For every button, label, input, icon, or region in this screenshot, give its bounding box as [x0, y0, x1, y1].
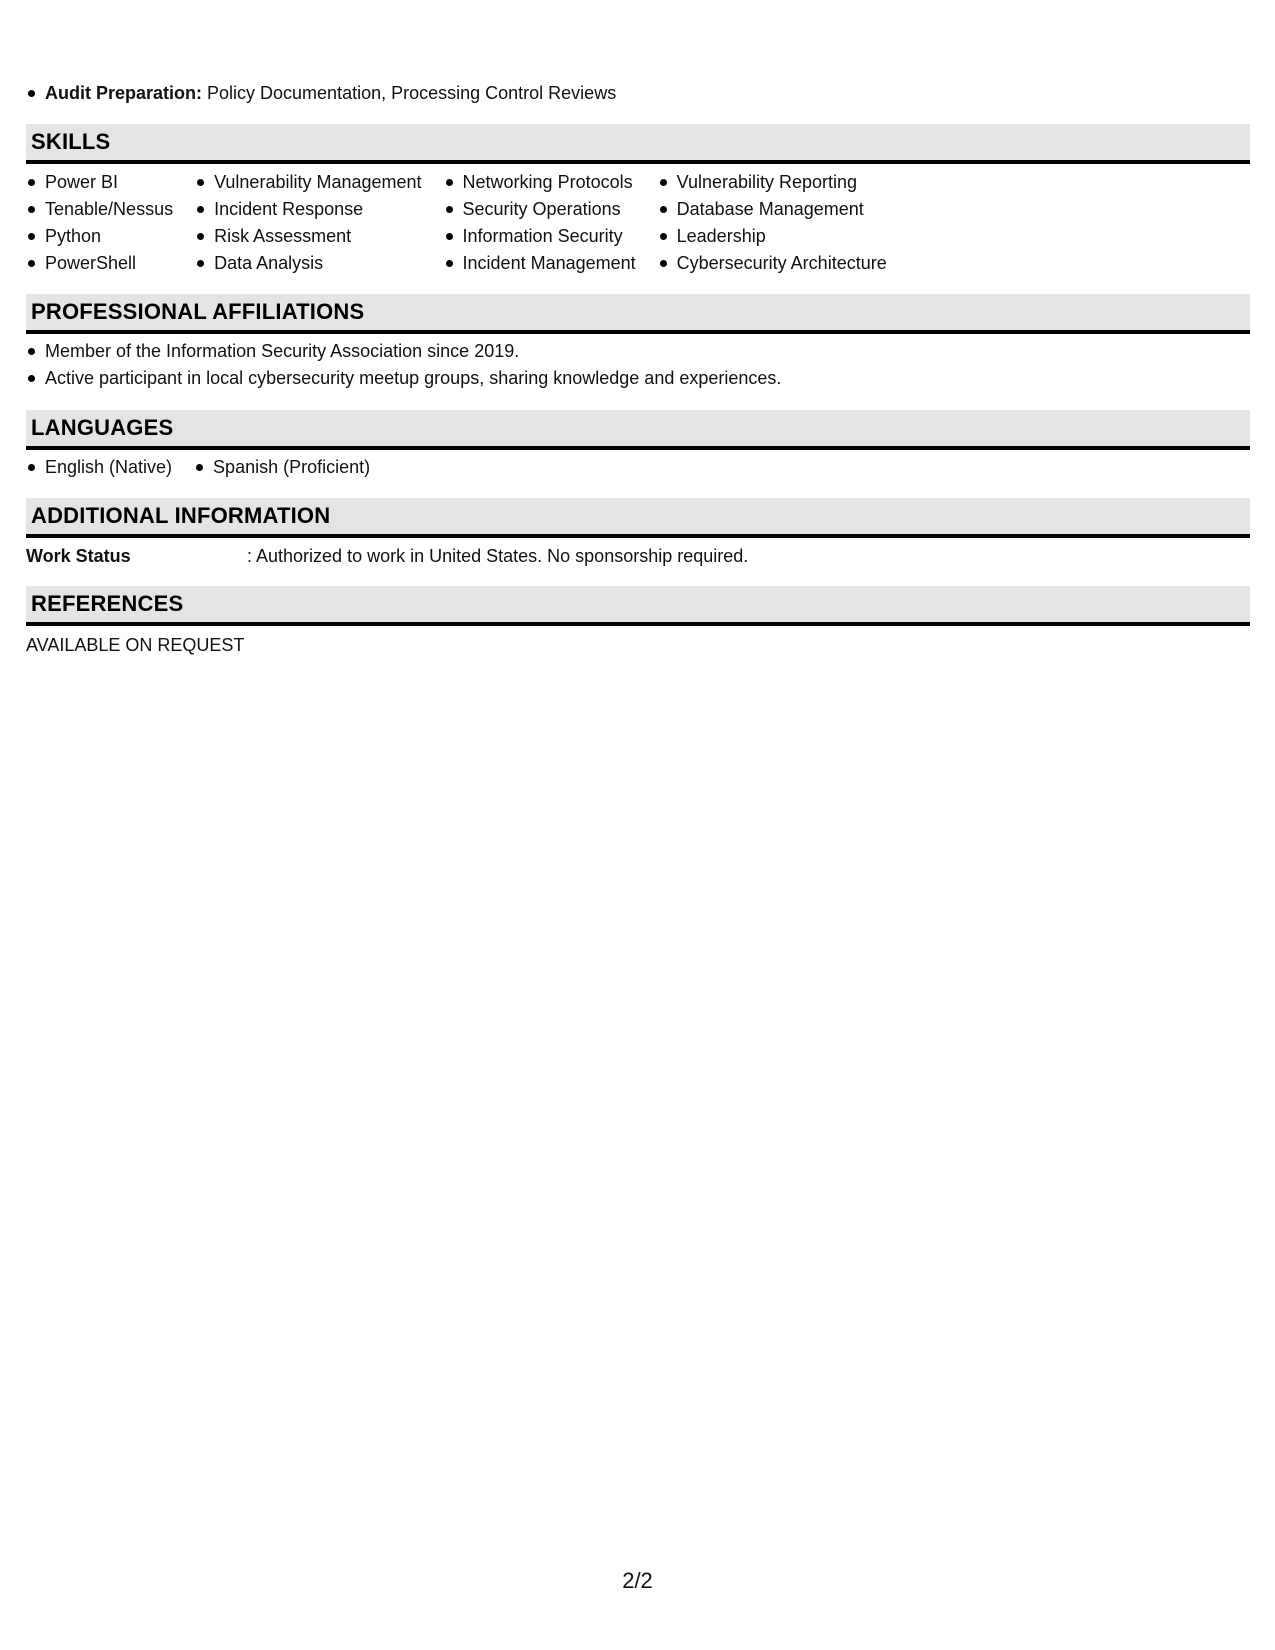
- bullet-icon: [446, 233, 453, 240]
- affiliations-section-header: [26, 294, 1250, 334]
- skill-label: Networking Protocols: [462, 172, 633, 192]
- skill-item: [444, 223, 636, 250]
- additional-info-title: ADDITIONAL INFORMATION: [31, 503, 331, 528]
- skill-item: [658, 223, 887, 250]
- bullet-icon: [28, 260, 35, 267]
- bullet-icon: [28, 206, 35, 213]
- skill-label: Database Management: [676, 199, 864, 219]
- bullet-icon: [197, 233, 204, 240]
- languages-title: LANGUAGES: [31, 415, 174, 440]
- skills-title: SKILLS: [31, 129, 111, 154]
- skill-label: Risk Assessment: [214, 226, 352, 246]
- references-title: REFERENCES: [31, 591, 184, 616]
- bullet-icon: [197, 260, 204, 267]
- skill-label: Python: [45, 226, 102, 246]
- skill-item: [26, 169, 173, 196]
- language-item: [194, 454, 370, 481]
- audit-preparation-text: Policy Documentation, Processing Control Reviews: [202, 83, 617, 103]
- bullet-icon: [660, 233, 667, 240]
- language-text: English (Native): [45, 457, 173, 477]
- bullet-icon: [446, 260, 453, 267]
- skill-item: [658, 250, 887, 277]
- work-status-value: : Authorized to work in United States. No sponsorship required.: [247, 546, 749, 566]
- bullet-icon: [446, 179, 453, 186]
- additional-info-section-header: [26, 498, 1250, 538]
- skill-item: [195, 250, 421, 277]
- affiliation-item: [26, 365, 781, 392]
- skill-item: [444, 250, 636, 277]
- bullet-icon: [197, 179, 204, 186]
- affiliations-title: PROFESSIONAL AFFILIATIONS: [31, 299, 365, 324]
- bullet-icon: [660, 206, 667, 213]
- languages-section-header: [26, 410, 1250, 450]
- language-item: [26, 454, 172, 481]
- skills-section-header: [26, 124, 1250, 164]
- bullet-icon: [196, 464, 203, 471]
- audit-preparation-label: Audit Preparation:: [45, 83, 203, 103]
- bullet-icon: [28, 348, 35, 355]
- skill-label: Leadership: [676, 226, 766, 246]
- skill-label: Incident Response: [214, 199, 364, 219]
- skill-label: Tenable/Nessus: [45, 199, 174, 219]
- skill-item: [444, 196, 636, 223]
- skill-item: [26, 196, 173, 223]
- skill-item: [26, 250, 173, 277]
- skill-label: PowerShell: [45, 253, 137, 273]
- language-text: Spanish (Proficient): [213, 457, 371, 477]
- affiliation-text: Active participant in local cybersecurity meetup groups, sharing knowledge and experiences.: [45, 368, 782, 388]
- bullet-icon: [660, 260, 667, 267]
- skill-label: Power BI: [45, 172, 119, 192]
- work-status-row: [26, 543, 1250, 570]
- references-section-header: [26, 586, 1250, 626]
- bullet-icon: [28, 233, 35, 240]
- bullet-icon: [660, 179, 667, 186]
- skill-item: [444, 169, 636, 196]
- references-text: AVAILABLE ON REQUEST: [26, 635, 245, 655]
- skill-label: Cybersecurity Architecture: [676, 253, 887, 273]
- bullet-icon: [28, 375, 35, 382]
- skill-label: Incident Management: [462, 253, 636, 273]
- skills-column-2: [195, 169, 421, 277]
- affiliation-item: [26, 338, 781, 365]
- skills-column-3: [444, 169, 636, 277]
- skill-label: Data Analysis: [214, 253, 324, 273]
- skill-label: Information Security: [462, 226, 623, 246]
- skills-grid: [26, 169, 909, 277]
- bullet-icon: [446, 206, 453, 213]
- affiliations-list: [26, 338, 781, 392]
- bullet-icon: [28, 90, 35, 97]
- skill-item: [658, 196, 887, 223]
- skill-item: [26, 223, 173, 250]
- skill-label: Vulnerability Reporting: [676, 172, 858, 192]
- languages-list: [26, 454, 392, 481]
- bullet-icon: [197, 206, 204, 213]
- bullet-icon: [28, 179, 35, 186]
- skill-item: [658, 169, 887, 196]
- bullet-icon: [28, 464, 35, 471]
- skill-item: [195, 169, 421, 196]
- skill-item: [195, 196, 421, 223]
- work-status-label: Work Status: [26, 546, 131, 566]
- skills-column-1: [26, 169, 173, 277]
- affiliation-text: Member of the Information Security Association since 2019.: [45, 341, 520, 361]
- skill-label: Security Operations: [462, 199, 621, 219]
- skill-label: Vulnerability Management: [214, 172, 422, 192]
- skill-item: [195, 223, 421, 250]
- skills-column-4: [658, 169, 887, 277]
- page-number: 2/2: [622, 1568, 653, 1593]
- audit-preparation-item: [26, 80, 616, 106]
